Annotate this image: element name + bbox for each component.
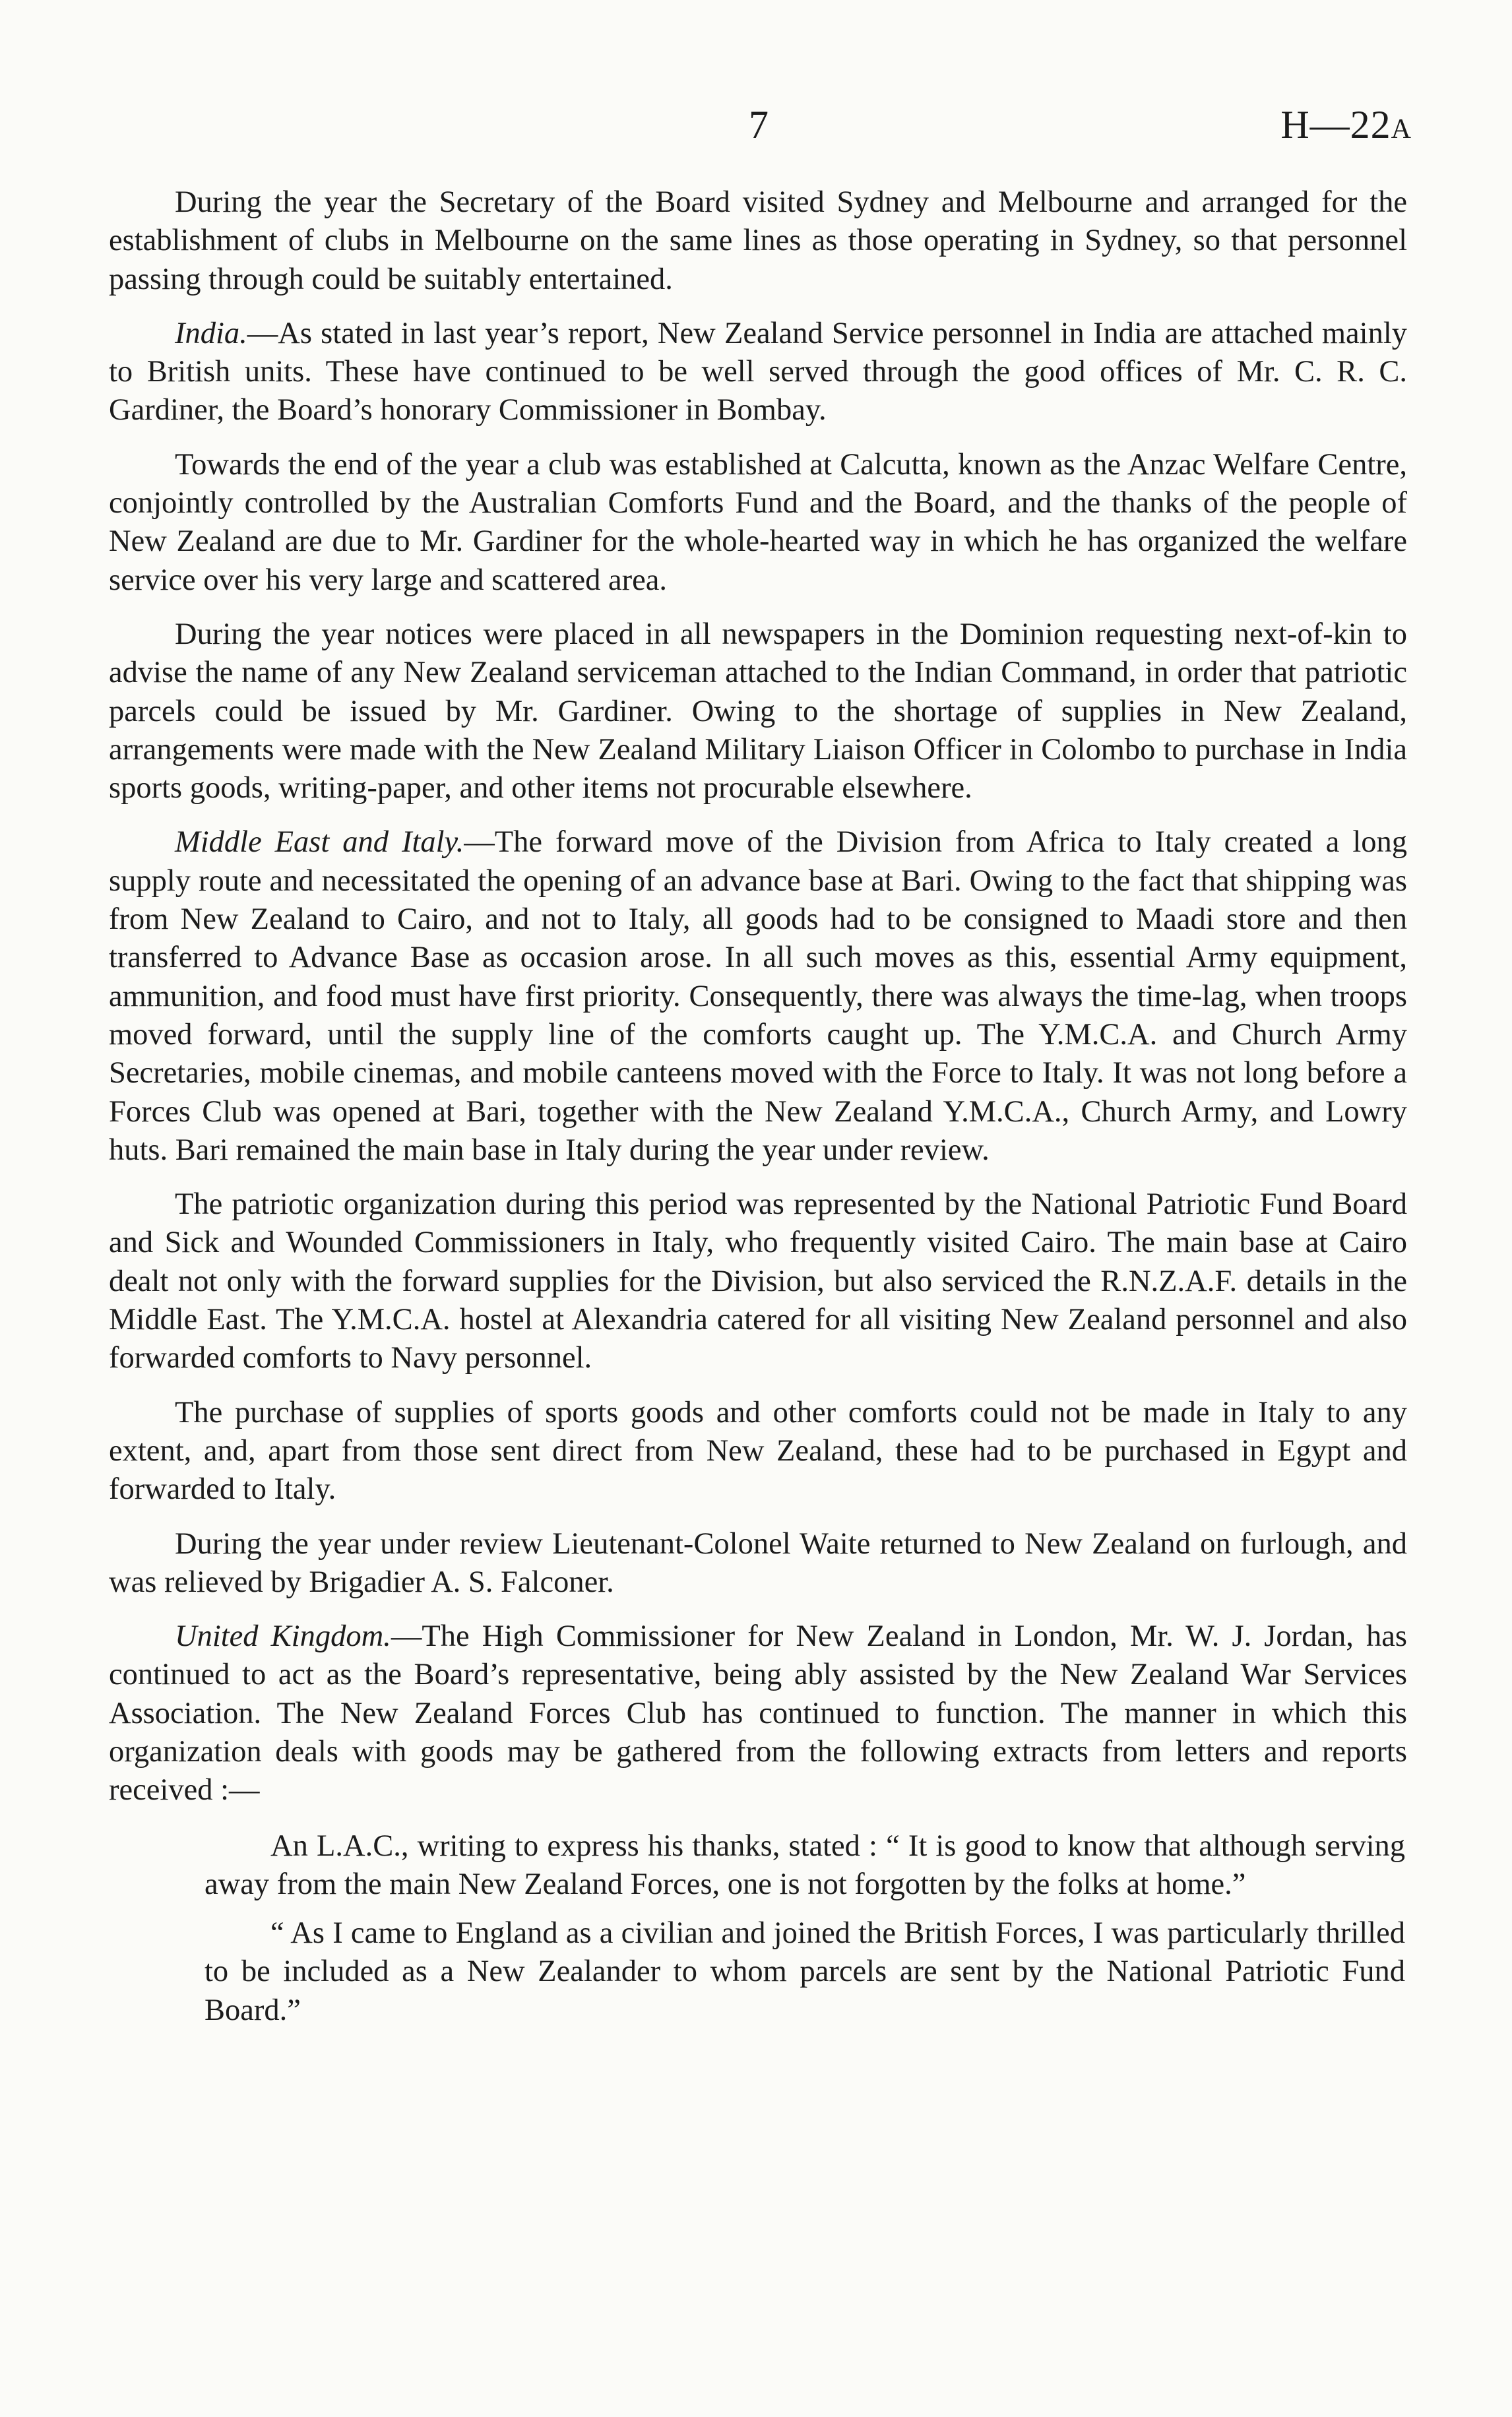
section-heading-india: India. xyxy=(175,316,247,350)
quote-paragraph: An L.A.C., writing to express his thanks, stated : “ It is good to know that although serving away from the main New Zealand Forces, one is not forgotten by the folks at home.” xyxy=(205,1829,1405,1901)
paragraph-text: During the year the Secretary of the Board visited Sydney and Melbourne and arranged for the establishment of clubs in Melbourne on the same lines as those operating in Sydney, so that personnel passing through could be suitably entertained. xyxy=(109,185,1407,296)
body-text xyxy=(109,183,1407,2040)
paragraph xyxy=(109,615,1407,807)
paragraph-text: During the year notices were placed in all newspapers in the Dominion requesting next-of-kin to advise the name of any New Zealand serviceman attached to the Indian Command, in order that patriotic parcels could be issued by Mr. Gardiner. Owing to the shortage of supplies in New Zealand, arrangements were made with the New Zealand Military Liaison Officer in Colombo to purchase in India sports goods, writing-paper, and other items not procurable elsewhere. xyxy=(109,617,1407,805)
section-heading-middle-east-italy: Middle East and Italy. xyxy=(175,825,464,860)
paragraph xyxy=(109,1617,1407,1809)
paragraph xyxy=(109,823,1407,1170)
paragraph-text: The purchase of supplies of sports goods and other comforts could not be made in Italy to any extent, and, apart from those sent direct from New Zealand, these had to be purchased in Egypt and forwarded to Italy. xyxy=(109,1395,1407,1507)
quote-block xyxy=(205,1827,1405,2030)
paragraph xyxy=(109,1185,1407,1377)
paragraph-text: —As stated in last year’s report, New Zealand Service personnel in India are attached mainly to British units. These have continued to be well served through the good offices of Mr. C. R. C. Gardiner, the Board’s honorary Commissioner in Bombay. xyxy=(109,316,1407,427)
paragraph xyxy=(109,183,1407,299)
paragraph-text: The patriotic organization during this period was represented by the National Patriotic Fund Board and Sick and Wounded Commissioners in Italy, who frequently visited Cairo. The main base at Cairo dealt not only with the forward supplies for the Division, but also serviced the R.N.Z.A.F. details in the Middle East. The Y.M.C.A. hostel at Alexandria catered for all visiting New Zealand personnel and also forwarded comforts to Navy personnel. xyxy=(109,1187,1407,1375)
paragraph-text: During the year under review Lieutenant-Colonel Waite returned to New Zealand on furlough, and was relieved by Brigadier A. S. Falconer. xyxy=(109,1526,1407,1599)
document-reference-main: H—22 xyxy=(1280,103,1391,146)
page-header xyxy=(106,96,1412,155)
paragraph xyxy=(109,1525,1407,1602)
paragraph-text: Towards the end of the year a club was established at Calcutta, known as the Anzac Welfare Centre, conjointly controlled by the Australian Comforts Fund and the Board, and the thanks of the people of New Zealand are due to Mr. Gardiner for the whole-hearted way in which he has organized the welfare service over his very large and scattered area. xyxy=(109,447,1407,597)
page-number: 7 xyxy=(749,103,769,146)
document-reference-suffix: A xyxy=(1391,114,1412,144)
paragraph xyxy=(109,446,1407,600)
paragraph-text: —The High Commissioner for New Zealand in London, Mr. W. J. Jordan, has continued to act as the Board’s representative, being ably assisted by the New Zealand War Services Association. The New Zealand Forces Club has continued to function. The manner in which this organization deals with goods may be gathered from the following extracts from letters and reports received :— xyxy=(109,1619,1407,1807)
document-reference xyxy=(1280,102,1412,148)
paragraph xyxy=(109,1394,1407,1509)
quote-paragraph: “ As I came to England as a civilian and joined the British Forces, I was particularly thrilled to be included as a New Zealander to whom parcels are sent by the National Patriotic Fund Board.” xyxy=(205,1916,1405,2027)
paragraph-text: —The forward move of the Division from Africa to Italy created a long supply route and necessitated the opening of an advance base at Bari. Owing to the fact that shipping was from New Zealand to Cairo, and not to Italy, all goods had to be consigned to Maadi store and then transferred to Advance Base as occasion arose. In all such moves as this, essential Army equipment, ammunition, and food must have first priority. Consequently, there was always the time-lag, when troops moved forward, until the supply line of the comforts caught up. The Y.M.C.A. and Church Army Secretaries, mobile cinemas, and mobile canteens moved with the Force to Italy. It was not long before a Forces Club was opened at Bari, together with the New Zealand Y.M.C.A., Church Army, and Lowry huts. Bari remained the main base in Italy during the year under review. xyxy=(109,825,1407,1167)
paragraph xyxy=(109,315,1407,430)
section-heading-united-kingdom: United Kingdom. xyxy=(175,1619,391,1654)
